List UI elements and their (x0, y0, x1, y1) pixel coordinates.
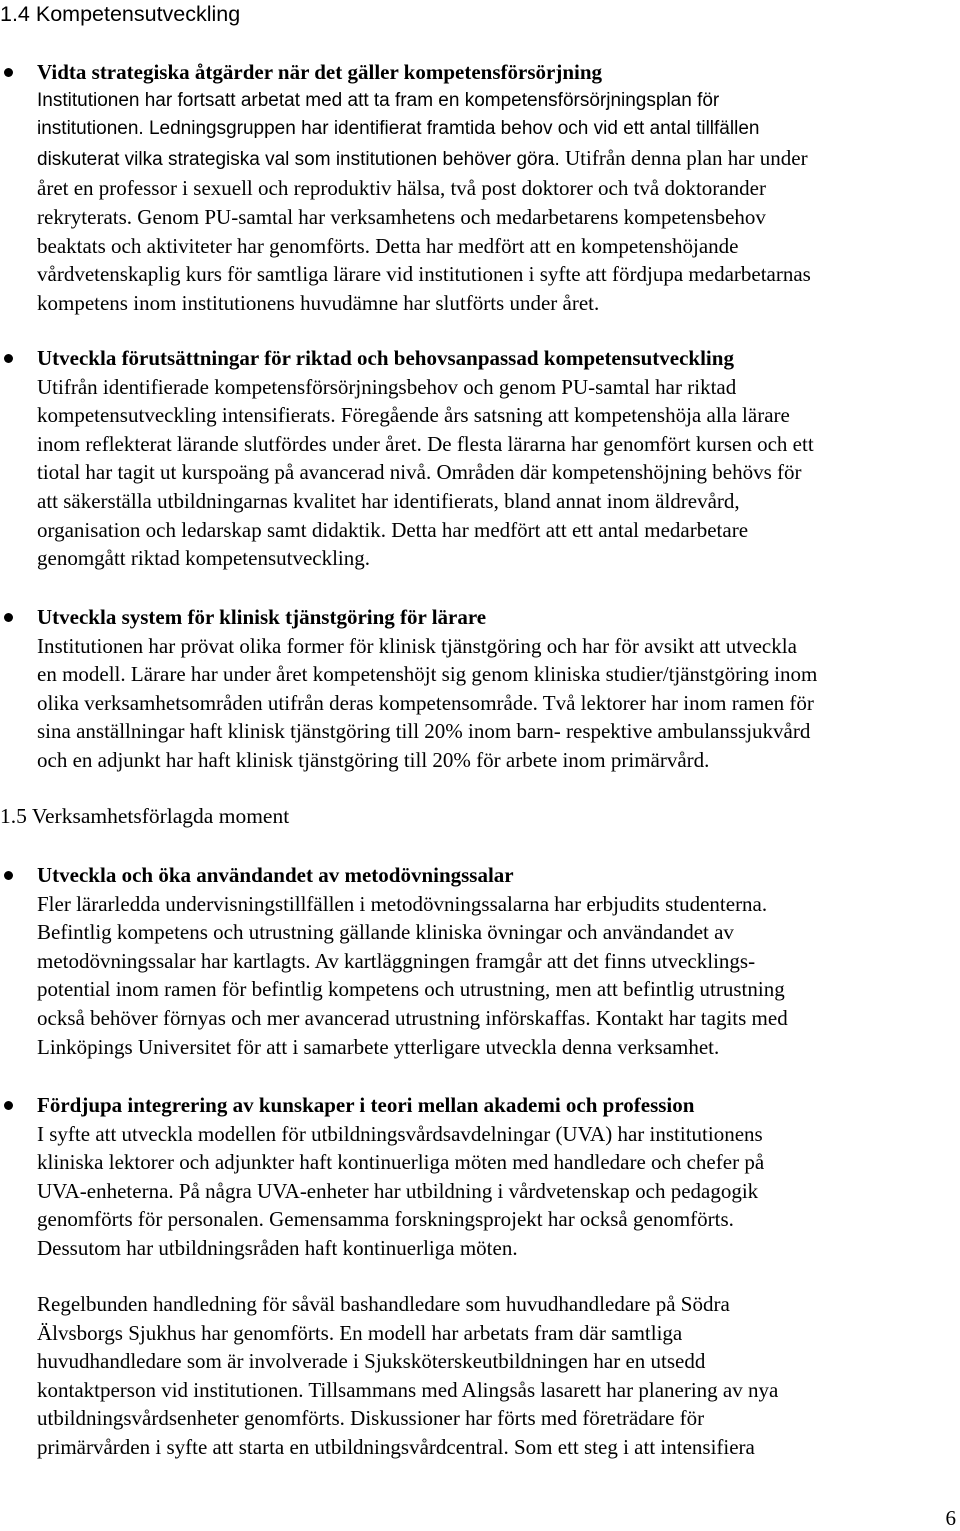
text-line: UVA-enheterna. På några UVA-enheter har utbildning i vårdvetenskap och pedagogik (37, 1178, 759, 1203)
list-item-targeted-development (37, 344, 960, 573)
text-fragment: Utifrån denna plan har under (565, 145, 808, 170)
text-line: Utifrån identifierade kompetensförsörjningsbehov och genom PU-samtal har riktad (37, 374, 737, 399)
list-item-clinical-service (37, 603, 960, 775)
text-line: Institutionen har prövat olika former för klinisk tjänstgöring och har för avsikt att utveckla (37, 633, 797, 658)
text-line: vårdvetenskaplig kurs för samtliga lärare vid institutionen i syfte att fördjupa medarbetarnas (37, 262, 811, 287)
section-heading-1-4: 1.4 Kompetensutveckling (0, 2, 241, 26)
text-line: Fler lärarledda undervisningstillfällen i metodövningssalarna har erbjudits studenterna. (37, 891, 768, 916)
text-line: Linköpings Universitet för att i samarbete ytterligare utveckla denna verksamhet. (37, 1034, 720, 1059)
text-fragment: rekryterats. (37, 204, 133, 229)
text-fragment: diskuterat vilka strategiska val som institutionen behöver göra. (37, 148, 560, 170)
text-line: inom reflekterat lärande slutfördes under året. De flesta lärarna har genomfört kursen och ett (37, 431, 814, 456)
text-fragment: beaktats och aktiviteter har genomförts. (37, 233, 370, 258)
list-item-theory-integration (37, 1091, 960, 1263)
text-line: sina anställningar haft klinisk tjänstgöring till 20% inom barn- respektive ambulanssjukvård (37, 719, 811, 744)
text-line: Älvsborgs Sjukhus har genomförts. En modell har arbetats fram där samtliga (37, 1320, 683, 1345)
text-line: genomgått riktad kompetensutveckling. (37, 546, 371, 571)
text-line: huvudhandledare som är involverade i Sjuksköterskeutbildningen har en utsedd (37, 1349, 706, 1374)
text-line: primärvården i syfte att starta en utbildningsvårdcentral. Som ett steg i att intensifiera (37, 1434, 755, 1459)
item-title: Utveckla förutsättningar för riktad och behovsanpassad kompetensutveckling (37, 346, 734, 370)
text-line: Institutionen har fortsatt arbetat med att ta fram en kompetensförsörjningsplan för (37, 89, 720, 111)
bullet-icon (4, 613, 13, 622)
bullet-icon (4, 68, 13, 77)
text-line (37, 144, 960, 175)
text-line: och en adjunkt har haft klinisk tjänstgöring till 20% för arbete inom primärvård. (37, 747, 710, 772)
item-title: Utveckla och öka användandet av metodövningssalar (37, 863, 514, 887)
bullet-icon (4, 871, 13, 880)
text-line: att säkerställa utbildningarnas kvalitet har identifierats, bland annat inom äldrevård, (37, 488, 740, 513)
list-item-method-rooms (37, 861, 960, 1061)
text-line: institutionen. Ledningsgruppen har identifierat framtida behov och vid ett antal tillfällen (37, 118, 760, 140)
text-line: kompetens inom institutionens huvudämne har slutförts under året. (37, 290, 600, 315)
text-line: organisation och ledarskap samt didaktik. Detta har medfört att ett antal medarbetare (37, 517, 749, 542)
text-line (37, 232, 960, 261)
bullet-icon (4, 1101, 13, 1110)
text-line: potential inom ramen för befintlig kompetens och utrustning, men att befintlig utrustning (37, 977, 785, 1002)
text-line: utbildningsvårdsenheter genomförts. Diskussioner har förts med företrädare för (37, 1406, 705, 1431)
list-item-strategic-measures (37, 58, 960, 317)
item-title: Fördjupa integrering av kunskaper i teori mellan akademi och profession (37, 1093, 695, 1117)
paragraph-supervision (37, 1290, 960, 1462)
item-title: Vidta strategiska åtgärder när det gäller kompetensförsörjning (37, 60, 603, 84)
text-line (37, 203, 960, 232)
text-fragment: Genom PU-samtal har verksamhetens och medarbetarens kompetensbehov (137, 204, 766, 229)
text-line: året en professor i sexuell och reproduktiv hälsa, två post doktorer och två doktorander (37, 176, 766, 201)
page-number: 6 (945, 1506, 956, 1530)
text-line: en modell. Lärare har under året kompetenshöjt sig genom kliniska studier/tjänstgöring inom (37, 662, 818, 687)
text-fragment: Detta har medfört att en kompetenshöjande (375, 233, 739, 258)
bullet-icon (4, 354, 13, 363)
text-line: Dessutom har utbildningsråden haft kontinuerliga möten. (37, 1235, 518, 1260)
item-title: Utveckla system för klinisk tjänstgöring för lärare (37, 605, 487, 629)
text-line: Regelbunden handledning för såväl bashandledare som huvudhandledare på Södra (37, 1292, 730, 1316)
text-line: metodövningssalar har kartlagts. Av kartläggningen framgår att det finns utvecklings- (37, 948, 756, 973)
text-line: I syfte att utveckla modellen för utbildningsvårdsavdelningar (UVA) har institutionens (37, 1121, 763, 1146)
text-line: kompetensutveckling intensifierats. Föregående års satsning att kompetenshöja alla lärare (37, 403, 790, 428)
text-line: genomförts för personalen. Gemensamma forskningsprojekt har också genomförts. (37, 1207, 734, 1232)
section-heading-1-5: 1.5 Verksamhetsförlagda moment (0, 804, 290, 828)
text-line: kliniska lektorer och adjunkter haft kontinuerliga möten med handledare och chefer på (37, 1150, 765, 1175)
text-line: Befintlig kompetens och utrustning gällande kliniska övningar och användandet av (37, 920, 734, 945)
text-line: tiotal har tagit ut kurspoäng på avancerad nivå. Områden där kompetenshöjning behövs för (37, 460, 802, 485)
text-line: också behöver förnyas och mer avancerad utrustning införskaffas. Kontakt har tagits med (37, 1005, 788, 1030)
text-line: kontaktperson vid institutionen. Tillsammans med Alingsås lasarett har planering av nya (37, 1377, 779, 1402)
text-line: olika verksamhetsområden utifrån deras kompetensområde. Två lektorer har inom ramen för (37, 690, 814, 715)
